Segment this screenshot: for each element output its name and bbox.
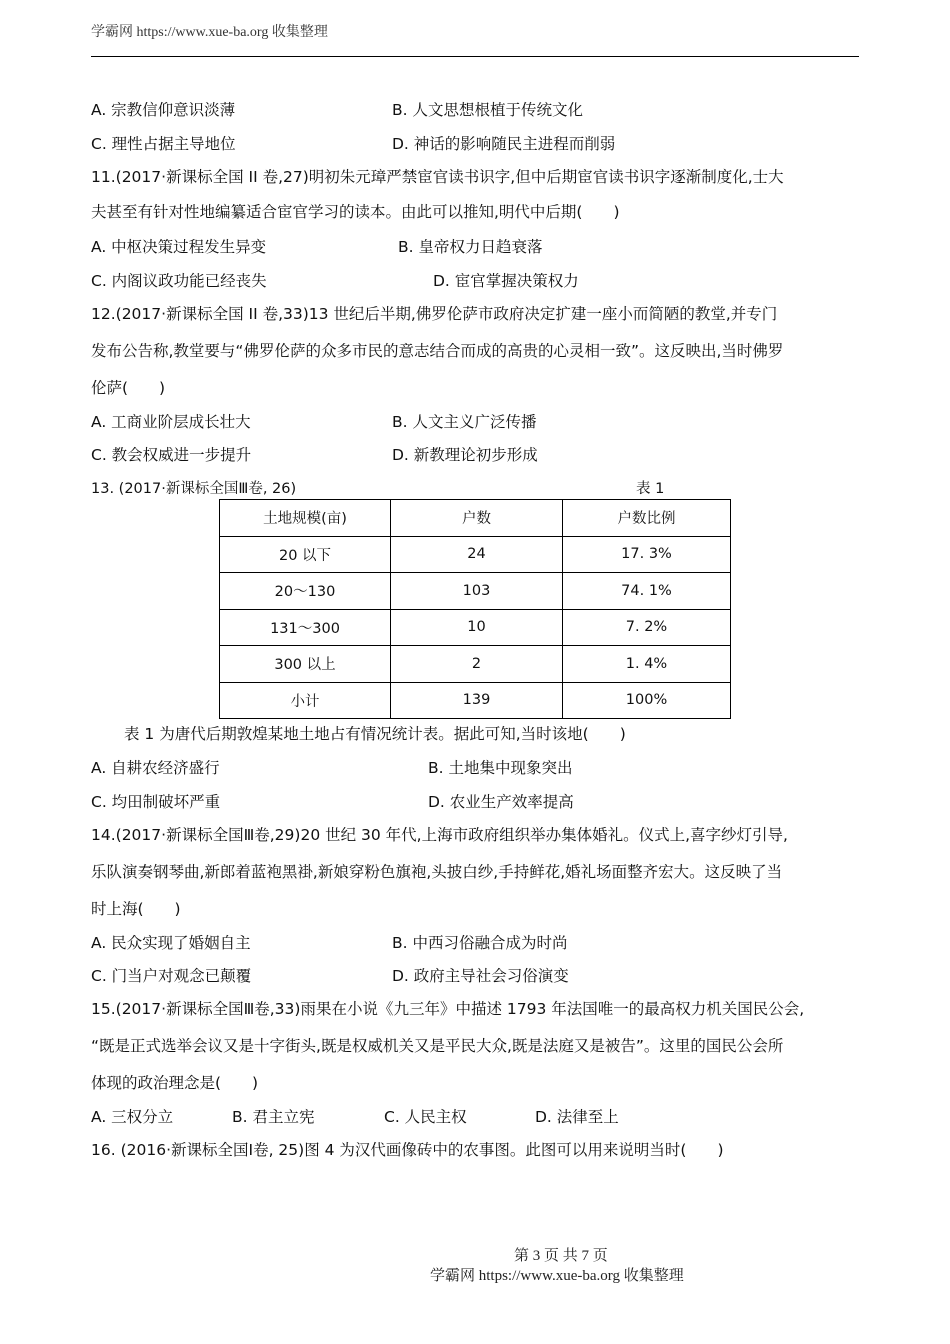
q10-option-d: D. 神话的影响随民主进程而削弱 (392, 135, 616, 153)
table-cell: 139 (391, 682, 563, 719)
q12-option-b: B. 人文主义广泛传播 (392, 413, 537, 431)
header-divider (91, 56, 859, 57)
q14-option-d: D. 政府主导社会习俗演变 (392, 967, 569, 985)
q12-option-d: D. 新教理论初步形成 (392, 446, 538, 464)
q15-option-a: A. 三权分立 (91, 1108, 174, 1126)
q13-option-a: A. 自耕农经济盛行 (91, 759, 220, 777)
page-header: 学霸网 https://www.xue-ba.org 收集整理 (91, 25, 328, 40)
table-cell: 103 (391, 573, 563, 610)
table-cell: 74. 1% (563, 573, 731, 610)
q13-option-d: D. 农业生产效率提高 (428, 793, 574, 811)
q12-stem-line2: 发布公告称,教堂要与“佛罗伦萨的众多市民的意志结合而成的高贵的心灵相一致”。这反映出,当时佛罗 (91, 342, 784, 360)
q12-option-c: C. 教会权威进一步提升 (91, 446, 252, 464)
table-cell: 小计 (220, 682, 391, 719)
table-row (220, 682, 731, 719)
q11-option-b: B. 皇帝权力日趋衰落 (398, 238, 543, 256)
table-cell: 1. 4% (563, 646, 731, 683)
q11-option-a: A. 中枢决策过程发生异变 (91, 238, 267, 256)
table-cell: 100% (563, 682, 731, 719)
table-cell: 20～130 (220, 573, 391, 610)
q11-option-d: D. 宦官掌握决策权力 (433, 272, 579, 290)
q15-stem-line3: 体现的政治理念是( ) (91, 1074, 259, 1092)
q10-option-c: C. 理性占据主导地位 (91, 135, 236, 153)
table-cell: 7. 2% (563, 609, 731, 646)
q14-stem-line2: 乐队演奏钢琴曲,新郎着蓝袍黑褂,新娘穿粉色旗袍,头披白纱,手持鲜花,婚礼场面整齐宏大。这反映了当 (91, 863, 783, 881)
q15-stem-line1: 15.(2017·新课标全国Ⅲ卷,33)雨果在小说《九三年》中描述 1793 年法国唯一的最高权力机关国民公会, (91, 1000, 805, 1018)
q12-option-a: A. 工商业阶层成长壮大 (91, 413, 251, 431)
q12-stem-line3: 伦萨( ) (91, 379, 166, 397)
table-row (220, 609, 731, 646)
table-header-cell: 户数 (391, 500, 563, 537)
table-header-cell: 土地规模(亩) (220, 500, 391, 537)
table-cell: 10 (391, 609, 563, 646)
q15-option-d: D. 法律至上 (535, 1108, 619, 1126)
table-header-cell: 户数比例 (563, 500, 731, 537)
q10-option-b: B. 人文思想根植于传统文化 (392, 101, 583, 119)
q10-option-a: A. 宗教信仰意识淡薄 (91, 101, 236, 119)
q14-option-c: C. 门当户对观念已颠覆 (91, 967, 252, 985)
q16-stem: 16. (2016·新课标全国Ⅰ卷, 25)图 4 为汉代画像砖中的农事图。此图可以用来说明当时( ) (91, 1141, 724, 1159)
q14-stem-line3: 时上海( ) (91, 900, 181, 918)
q15-stem-line2: “既是正式选举会议又是十字街头,既是权威机关又是平民大众,既是法庭又是被告”。这里的国民公会所 (91, 1037, 784, 1055)
q12-stem-line1: 12.(2017·新课标全国 II 卷,33)13 世纪后半期,佛罗伦萨市政府决定扩建一座小而简陋的教堂,并专门 (91, 305, 778, 323)
q13-option-b: B. 土地集中现象突出 (428, 759, 573, 777)
q14-option-a: A. 民众实现了婚姻自主 (91, 934, 251, 952)
q13-caption: 表 1 为唐代后期敦煌某地土地占有情况统计表。据此可知,当时该地( ) (124, 725, 626, 743)
q11-stem-line2: 夫甚至有针对性地编纂适合宦官学习的读本。由此可以推知,明代中后期( ) (91, 203, 620, 221)
q13-option-c: C. 均田制破坏严重 (91, 793, 221, 811)
footer-source: 学霸网 https://www.xue-ba.org 收集整理 (430, 1268, 684, 1284)
q14-option-b: B. 中西习俗融合成为时尚 (392, 934, 568, 952)
table-cell: 300 以上 (220, 646, 391, 683)
q11-option-c: C. 内阁议政功能已经丧失 (91, 272, 267, 290)
q11-stem-line1: 11.(2017·新课标全国 II 卷,27)明初朱元璋严禁宦官读书识字,但中后期宦官读书识字逐渐制度化,士大 (91, 168, 784, 186)
q14-stem-line1: 14.(2017·新课标全国Ⅲ卷,29)20 世纪 30 年代,上海市政府组织举办集体婚礼。仪式上,喜字纱灯引导, (91, 826, 788, 844)
q15-option-b: B. 君主立宪 (232, 1108, 315, 1126)
table-cell: 131～300 (220, 609, 391, 646)
table-cell: 17. 3% (563, 536, 731, 573)
land-table (219, 499, 731, 719)
q13-stem: 13. (2017·新课标全国Ⅲ卷, 26) (91, 481, 297, 497)
table-cell: 2 (391, 646, 563, 683)
table-cell: 24 (391, 536, 563, 573)
table-row (220, 536, 731, 573)
table-row (220, 646, 731, 683)
page-number: 第 3 页 共 7 页 (514, 1248, 608, 1264)
table-cell: 20 以下 (220, 536, 391, 573)
table-header-row (220, 500, 731, 537)
q15-option-c: C. 人民主权 (384, 1108, 467, 1126)
table-row (220, 573, 731, 610)
table-title: 表 1 (636, 481, 665, 497)
